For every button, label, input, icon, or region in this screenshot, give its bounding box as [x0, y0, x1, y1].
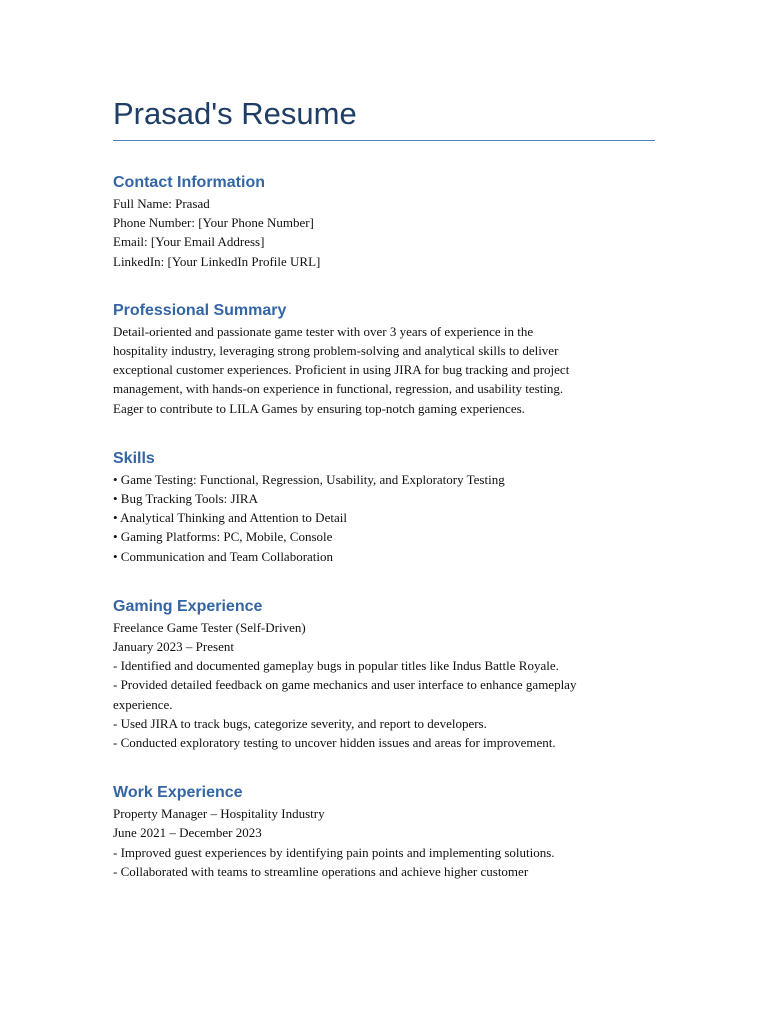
job-bullet: - Conducted exploratory testing to uncover hidden issues and areas for improvement.	[113, 735, 556, 751]
contact-full-name: Full Name: Prasad	[113, 196, 210, 211]
section-spacer	[113, 566, 658, 596]
contact-section	[113, 172, 658, 271]
skills-heading: Skills	[113, 449, 155, 467]
skill-item: • Gaming Platforms: PC, Mobile, Console	[113, 529, 333, 545]
summary-line: Detail-oriented and passionate game tester with over 3 years of experience in the	[113, 323, 534, 339]
work-experience-body	[113, 804, 658, 881]
section-spacer	[113, 418, 658, 448]
job-bullet-continuation: experience.	[113, 696, 173, 712]
summary-line: exceptional customer experiences. Proficient in using JIRA for bug tracking and project	[113, 362, 570, 378]
job-dates: January 2023 – Present	[113, 639, 234, 655]
gaming-experience-section	[113, 596, 658, 752]
gaming-experience-heading: Gaming Experience	[113, 597, 263, 615]
summary-section	[113, 300, 658, 418]
resume-title: Prasad's Resume	[113, 96, 357, 131]
skill-item: • Bug Tracking Tools: JIRA	[113, 491, 258, 507]
job-bullet: - Provided detailed feedback on game mechanics and user interface to enhance gameplay	[113, 677, 577, 693]
skill-item: • Analytical Thinking and Attention to Detail	[113, 510, 347, 526]
section-spacer	[113, 271, 658, 300]
contact-body	[113, 194, 658, 271]
job-bullet: - Collaborated with teams to streamline operations and achieve higher customer	[113, 863, 529, 879]
job-title: Property Manager – Hospitality Industry	[113, 806, 325, 822]
section-spacer	[113, 752, 658, 782]
summary-body	[113, 322, 658, 418]
skill-item: • Game Testing: Functional, Regression, Usability, and Exploratory Testing	[113, 471, 505, 487]
title-divider	[113, 140, 655, 141]
skills-section	[113, 448, 658, 566]
contact-heading: Contact Information	[113, 174, 265, 191]
skill-item: • Communication and Team Collaboration	[113, 548, 334, 564]
contact-phone: Phone Number: [Your Phone Number]	[113, 215, 314, 231]
work-experience-section	[113, 782, 658, 881]
job-bullet: - Used JIRA to track bugs, categorize severity, and report to developers.	[113, 715, 487, 731]
summary-line: hospitality industry, leveraging strong problem-solving and analytical skills to deliver	[113, 343, 559, 359]
job-bullet: - Identified and documented gameplay bugs in popular titles like Indus Battle Royale.	[113, 658, 559, 674]
resume-page	[113, 94, 658, 881]
summary-heading: Professional Summary	[113, 301, 287, 319]
contact-linkedin: LinkedIn: [Your LinkedIn Profile URL]	[113, 253, 321, 269]
job-title: Freelance Game Tester (Self-Driven)	[113, 619, 306, 635]
job-dates: June 2021 – December 2023	[113, 825, 262, 841]
summary-line: management, with hands-on experience in functional, regression, and usability testing.	[113, 381, 564, 397]
gaming-experience-body	[113, 618, 658, 752]
skills-list	[113, 470, 658, 566]
summary-line: Eager to contribute to LILA Games by ensuring top-notch gaming experiences.	[113, 400, 525, 416]
job-bullet: - Improved guest experiences by identifying pain points and implementing solutions.	[113, 844, 555, 860]
work-experience-heading: Work Experience	[113, 784, 243, 802]
contact-email: Email: [Your Email Address]	[113, 234, 265, 250]
